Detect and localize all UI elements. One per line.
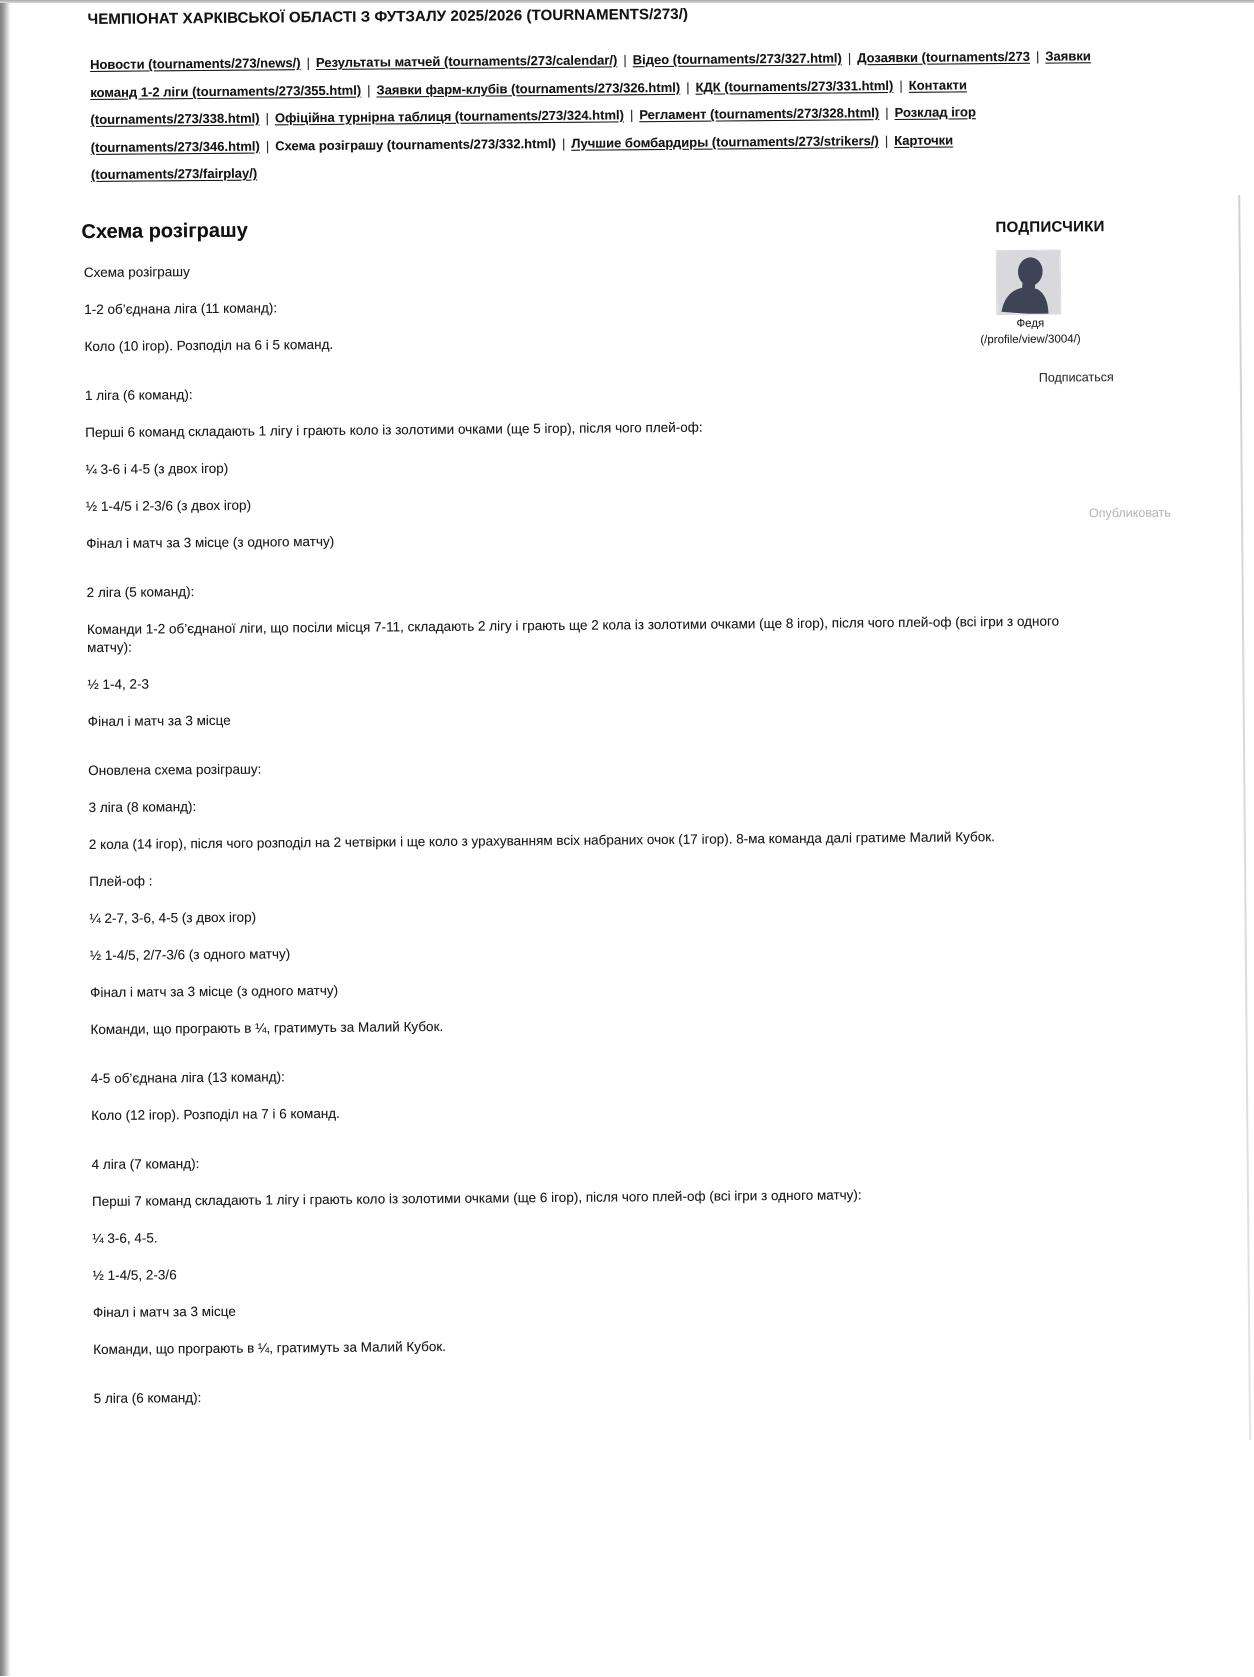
nav-separator: | bbox=[367, 82, 371, 98]
body-paragraph: Фінал і матч за 3 місце (з одного матчу) bbox=[90, 982, 339, 1001]
subscriber-profile-link[interactable] bbox=[960, 316, 1100, 348]
page-title: ЧЕМПІОНАТ ХАРКІВСЬКОЇ ОБЛАСТІ З ФУТЗАЛУ 2025/2026 (TOURNAMENTS/273/) bbox=[87, 5, 689, 29]
body-paragraph: 4-5 об’єднана ліга (13 команд): bbox=[90, 1069, 285, 1087]
nav-separator: | bbox=[265, 137, 270, 153]
nav-separator: | bbox=[899, 77, 903, 93]
scan-edge-top bbox=[0, 0, 1254, 3]
body-paragraph: 5 ліга (6 команд): bbox=[93, 1390, 202, 1407]
body-paragraph: 1-2 об’єднана ліга (11 команд): bbox=[84, 300, 278, 318]
subscriber-name: Федя bbox=[1016, 317, 1045, 330]
nav-link-news[interactable]: Новости (tournaments/273/news/) bbox=[89, 55, 301, 72]
person-silhouette-icon bbox=[997, 251, 1061, 315]
body-paragraph: Схема розіграшу bbox=[83, 264, 190, 281]
body-paragraph: ½ 1-4/5 і 2-3/6 (з двох ігор) bbox=[85, 497, 252, 515]
nav-separator: | bbox=[686, 79, 690, 95]
body-paragraph: ¼ 3-6 і 4-5 (з двох ігор) bbox=[85, 460, 229, 478]
body-paragraph: Перші 7 команд складають 1 лігу і грають коло із золотими очками (ще 6 ігор), після чого плей-оф (всі ігри з одного матчу): bbox=[91, 1187, 862, 1210]
body-paragraph: 2 ліга (5 команд): bbox=[86, 584, 195, 601]
body-paragraph: Фінал і матч за 3 місце bbox=[87, 712, 231, 730]
body-paragraph: 1 ліга (6 команд): bbox=[84, 387, 193, 404]
nav-link-contacts[interactable]: Контакти (tournaments/273/338.html) bbox=[90, 76, 967, 127]
publish-button[interactable]: Опубликовать bbox=[1088, 505, 1171, 521]
page-divider-line bbox=[1238, 195, 1251, 1440]
nav-separator: | bbox=[885, 105, 889, 121]
nav-link-kdk[interactable]: КДК (tournaments/273/331.html) bbox=[695, 77, 894, 95]
body-paragraph: Фінал і матч за 3 місце (з одного матчу) bbox=[86, 533, 335, 552]
article-body bbox=[84, 255, 1079, 1427]
body-paragraph: Коло (10 ігор). Розподіл на 6 і 5 команд. bbox=[84, 336, 334, 355]
nav-separator: | bbox=[561, 135, 566, 151]
body-paragraph: ½ 1-4/5, 2-3/6 bbox=[92, 1267, 177, 1284]
subscriber-avatar[interactable] bbox=[997, 251, 1061, 315]
nav-link-dozayavki[interactable]: Дозаявки (tournaments/273 bbox=[857, 48, 1031, 66]
subscribers-title: ПОДПИСЧИКИ bbox=[995, 218, 1105, 237]
body-paragraph: Команди, що програють в ¼, гратимуть за Малий Кубок. bbox=[90, 1018, 444, 1038]
nav-separator: | bbox=[265, 110, 270, 126]
body-paragraph: ½ 1-4/5, 2/7-3/6 (з одного матчу) bbox=[89, 946, 291, 964]
nav-separator: | bbox=[306, 55, 311, 71]
nav-link-top-scorers[interactable]: Лучшие бомбардиры (tournaments/273/strikers/) bbox=[571, 132, 879, 151]
nav-separator: | bbox=[629, 107, 634, 123]
nav-link-video[interactable]: Відео (tournaments/273/327.html) bbox=[632, 50, 842, 68]
tournament-nav bbox=[90, 42, 1106, 188]
nav-link-team-entries-1-2[interactable]: Заявки команд 1-2 ліги (tournaments/273/355.html) bbox=[90, 48, 1091, 100]
scan-edge-left bbox=[0, 0, 11, 1676]
nav-separator: | bbox=[847, 50, 852, 66]
body-paragraph: ¼ 3-6, 4-5. bbox=[92, 1230, 158, 1247]
page-heading: Схема розіграшу bbox=[81, 219, 248, 244]
nav-link-draw-scheme-current[interactable]: Схема розіграшу (tournaments/273/332.html) bbox=[275, 135, 556, 153]
nav-separator: | bbox=[884, 132, 889, 148]
nav-link-farm-club-entries[interactable]: Заявки фарм-клубів (tournaments/273/326.html) bbox=[376, 79, 681, 98]
subscribe-button[interactable]: Подписаться bbox=[1038, 370, 1114, 385]
body-paragraph: Плей-оф : bbox=[89, 873, 153, 890]
body-paragraph: Коло (12 ігор). Розподіл на 7 і 6 команд. bbox=[91, 1105, 340, 1124]
nav-link-official-table[interactable]: Офіційна турнірна таблиця (tournaments/273/324.html) bbox=[274, 107, 624, 126]
nav-link-results[interactable]: Результаты матчей (tournaments/273/calendar/) bbox=[315, 52, 618, 71]
body-paragraph: Команди, що програють в ¼, гратимуть за Малий Кубок. bbox=[93, 1338, 447, 1358]
nav-separator: | bbox=[1035, 48, 1040, 64]
body-paragraph: 2 кола (14 ігор), після чого розподіл на 2 четвірки і ще коло з урахуванням всіх набраних очок (17 ігор). 8-ма команда далі гратиме Малий Кубок. bbox=[88, 829, 995, 853]
body-paragraph: 3 ліга (8 команд): bbox=[88, 799, 197, 816]
nav-link-cards[interactable]: Карточки (tournaments/273/fairplay/) bbox=[90, 131, 954, 182]
body-paragraph: Команди 1-2 об’єднаної ліги, що посіли місця 7-11, складають 2 лігу і грають ще 2 кола із золотими очками (ще 8 ігор), після чого плей-оф (всі ігри з одного матчу): bbox=[86, 613, 1060, 656]
nav-separator: | bbox=[623, 52, 627, 68]
body-paragraph: Перші 6 команд складають 1 лігу і грають коло із золотими очками (ще 5 ігор), після чого плей-оф: bbox=[85, 419, 703, 441]
body-paragraph: 4 ліга (7 команд): bbox=[91, 1156, 200, 1173]
body-paragraph: ¼ 2-7, 3-6, 4-5 (з двох ігор) bbox=[89, 909, 257, 927]
nav-link-schedule[interactable]: Розклад ігор (tournaments/273/346.html) bbox=[90, 104, 976, 155]
nav-link-regulations[interactable]: Регламент (tournaments/273/328.html) bbox=[639, 105, 880, 123]
body-paragraph: Оновлена схема розіграшу: bbox=[88, 761, 262, 779]
subscriber-profile-url: (/profile/view/3004/) bbox=[980, 332, 1081, 346]
body-paragraph: ½ 1-4, 2-3 bbox=[87, 676, 150, 693]
body-paragraph: Фінал і матч за 3 місце bbox=[92, 1303, 236, 1321]
